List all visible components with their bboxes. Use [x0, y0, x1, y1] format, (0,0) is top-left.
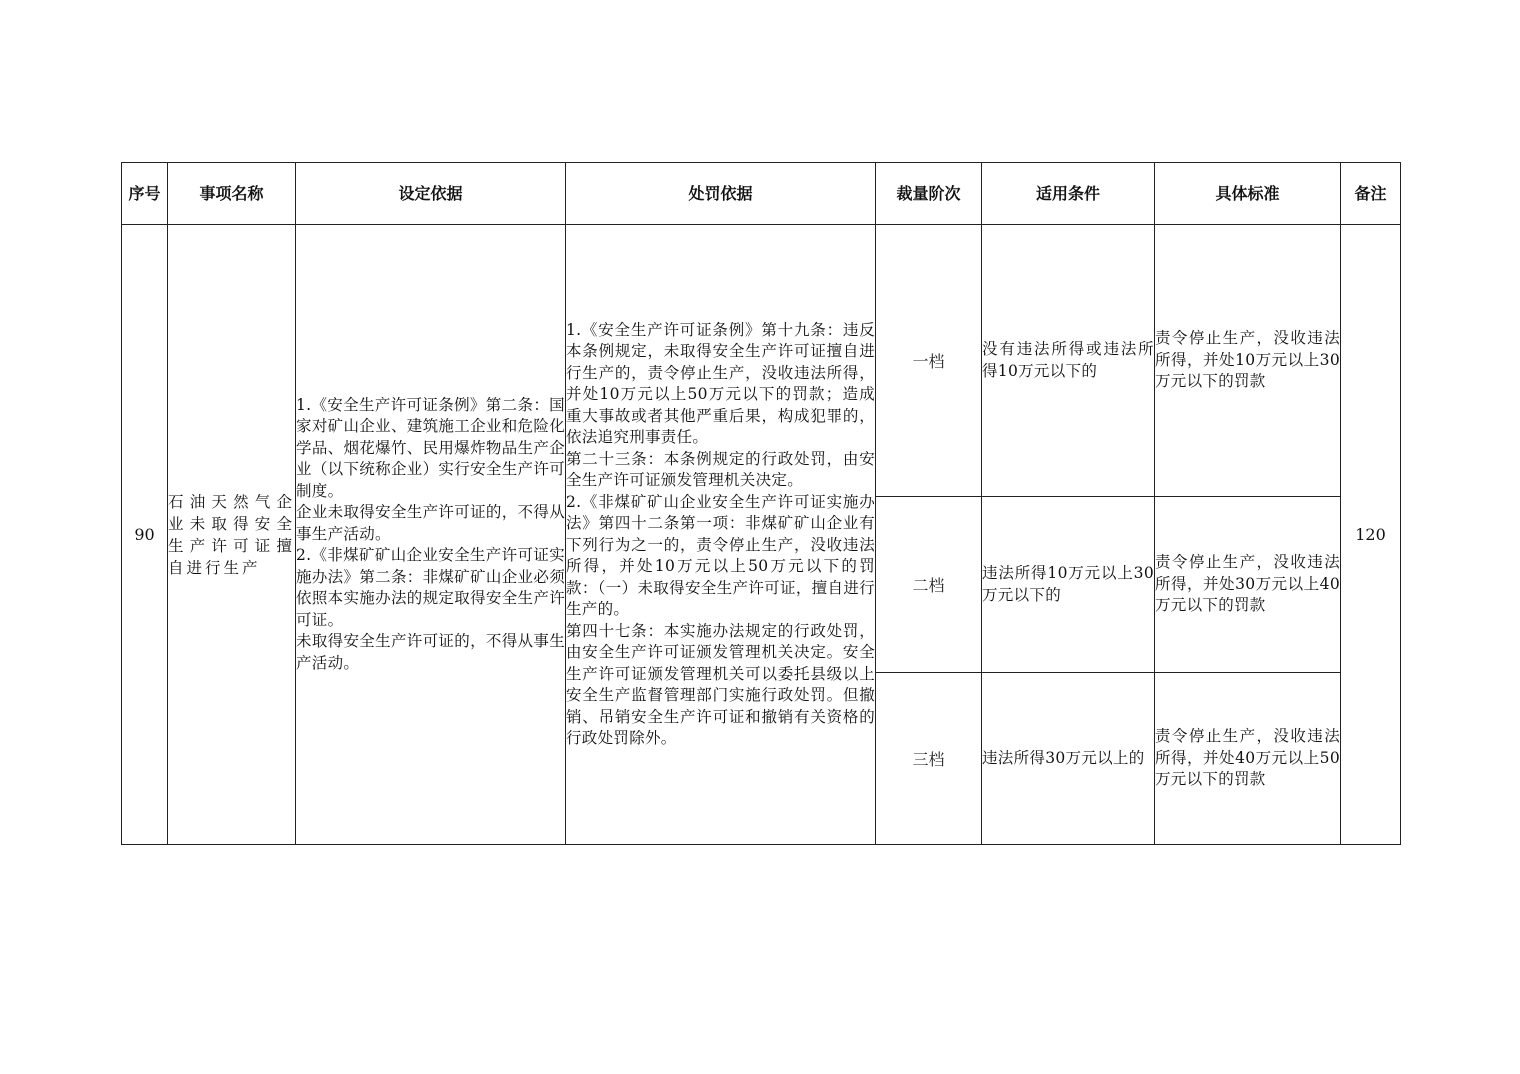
level-1-cell: 一档	[876, 225, 982, 497]
header-level: 裁量阶次	[876, 163, 982, 225]
table-row-level-1	[122, 225, 1401, 497]
condition-3-text: 违法所得30万元以上的	[982, 748, 1145, 767]
setting-basis-cell	[296, 225, 566, 845]
standard-2-text: 责令停止生产，没收违法所得，并处30万元以上40万元以下的罚款	[1155, 553, 1340, 615]
item-name: 石油天然气企业未取得安全生产许可证擅自进行生产	[168, 492, 295, 577]
condition-3-cell	[982, 673, 1155, 845]
level-3-cell: 三档	[876, 673, 982, 845]
header-standard: 具体标准	[1155, 163, 1341, 225]
condition-2-text: 违法所得10万元以上30万元以下的	[982, 564, 1154, 604]
header-penalty-basis: 处罚依据	[566, 163, 876, 225]
header-seq: 序号	[122, 163, 168, 225]
condition-2-cell	[982, 497, 1155, 673]
seq-cell: 90	[122, 225, 168, 845]
item-name-cell	[168, 225, 296, 845]
standard-1-cell	[1155, 225, 1341, 497]
standard-1-text: 责令停止生产，没收违法所得，并处10万元以上30万元以下的罚款	[1155, 329, 1340, 391]
condition-1-text: 没有违法所得或违法所得10万元以下的	[982, 340, 1154, 380]
penalty-standards-table	[121, 162, 1401, 845]
standard-3-cell	[1155, 673, 1341, 845]
setting-basis-text: 1.《安全生产许可证条例》第二条：国家对矿山企业、建筑施工企业和危险化学品、烟花爆竹、民用爆炸物品生产企业（以下统称企业）实行安全生产许可制度。 企业未取得安全生产许可证的，不得从事生产活动。 2.《非煤矿矿山企业安全生产许可证实施办法》第二条：非煤矿矿山企业必须依照本实施办法的规定取得安全生产许可证。 未取得安全生产许可证的，不得从事生产活动。	[296, 395, 565, 672]
header-row	[122, 163, 1401, 225]
header-condition: 适用条件	[982, 163, 1155, 225]
header-name: 事项名称	[168, 163, 296, 225]
penalty-basis-cell	[566, 225, 876, 845]
note-cell: 120	[1341, 225, 1401, 845]
level-2-cell: 二档	[876, 497, 982, 673]
standard-2-cell	[1155, 497, 1341, 673]
standard-3-text: 责令停止生产，没收违法所得，并处40万元以上50万元以下的罚款	[1155, 727, 1340, 789]
penalty-basis-text: 1.《安全生产许可证条例》第十九条：违反本条例规定，未取得安全生产许可证擅自进行生产的，责令停止生产，没收违法所得，并处10万元以上50万元以下的罚款；造成重大事故或者其他严重后果，构成犯罪的，依法追究刑事责任。 第二十三条：本条例规定的行政处罚，由安全生产许可证颁发管理机关决定。 2.《非煤矿矿山企业安全生产许可证实施办法》第四十二条第一项：非煤矿矿山企业有下列行为之一的，责令停止生产，没收违法所得，并处10万元以上50万元以下的罚款：（一）未取得安全生产许可证，擅自进行生产的。 第四十七条：本实施办法规定的行政处罚，由安全生产许可证颁发管理机关决定。安全生产许可证颁发管理机关可以委托县级以上安全生产监督管理部门实施行政处罚。但撤销、吊销安全生产许可证和撤销有关资格的行政处罚除外。	[566, 320, 875, 747]
header-setting-basis: 设定依据	[296, 163, 566, 225]
condition-1-cell	[982, 225, 1155, 497]
header-note: 备注	[1341, 163, 1401, 225]
